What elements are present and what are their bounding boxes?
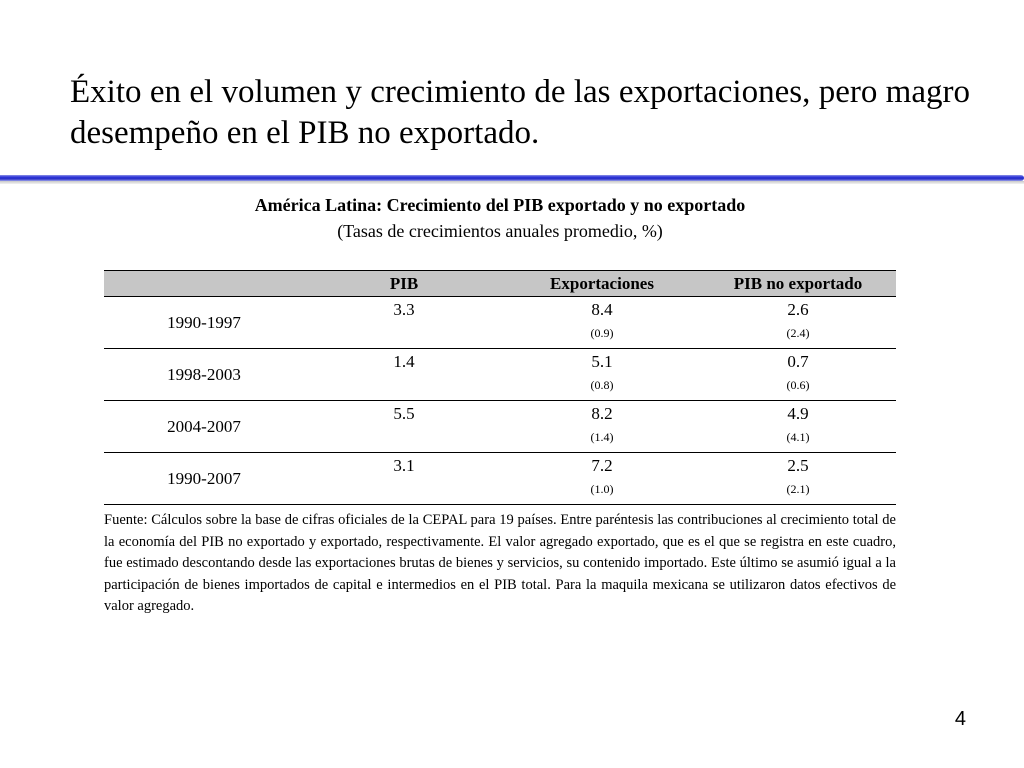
pib-cell <box>304 453 504 505</box>
table-header-row <box>104 271 896 297</box>
exportaciones-value: 8.2 <box>591 404 613 423</box>
header-pib-no-exportado: PIB no exportado <box>700 271 896 297</box>
pib-no-exportado-value: 2.5 <box>787 456 809 475</box>
pib-cell <box>304 297 504 349</box>
header-period <box>104 271 304 297</box>
header-exportaciones: Exportaciones <box>504 271 700 297</box>
header-pib: PIB <box>304 271 504 297</box>
period-cell: 2004-2007 <box>104 401 304 453</box>
table-body <box>104 297 896 505</box>
table-header <box>104 271 896 297</box>
pib-no-exportado-contribution: (2.4) <box>786 326 810 340</box>
table-row <box>104 297 896 349</box>
pib-no-exportado-cell <box>700 401 896 453</box>
table-row <box>104 453 896 505</box>
pib-no-exportado-value: 0.7 <box>787 352 809 371</box>
period-cell: 1990-2007 <box>104 453 304 505</box>
title-divider <box>0 174 1024 185</box>
exportaciones-contribution: (0.8) <box>590 378 614 392</box>
pib-cell <box>304 349 504 401</box>
source-note: Fuente: Cálculos sobre la base de cifras oficiales de la CEPAL para 19 países. Entre paréntesis las contribuciones al crecimiento total de la economía del PIB no exportado y exportado, respectivamente. El valor agregado exportado, que es el que se registra en este cuadro, fue estimado descontando desde las exportaciones brutas de bienes y servicios, su contenido importado. Este último se asumió igual a la participación de bienes importados de capital e intermedios en el PIB total. Para la maquila mexicana se utilizaron datos efectivos de valor agregado. <box>104 512 896 614</box>
growth-table <box>104 270 896 505</box>
table-row <box>104 401 896 453</box>
exportaciones-value: 5.1 <box>591 352 613 371</box>
pib-value: 5.5 <box>393 404 415 423</box>
pib-no-exportado-cell <box>700 297 896 349</box>
exportaciones-contribution: (0.9) <box>590 326 614 340</box>
pib-no-exportado-value: 4.9 <box>787 404 809 423</box>
exportaciones-cell <box>504 401 700 453</box>
pib-no-exportado-cell <box>700 349 896 401</box>
period-cell: 1990-1997 <box>104 297 304 349</box>
exportaciones-cell <box>504 297 700 349</box>
pib-cell <box>304 401 504 453</box>
pib-no-exportado-value: 2.6 <box>787 300 809 319</box>
exportaciones-cell <box>504 349 700 401</box>
exportaciones-value: 7.2 <box>591 456 613 475</box>
table-row <box>104 349 896 401</box>
table-title: América Latina: Crecimiento del PIB exportado y no exportado <box>254 195 746 215</box>
slide-title: Éxito en el volumen y crecimiento de las exportaciones, pero magro desempeño en el PIB no exportado. <box>70 74 970 151</box>
pib-no-exportado-cell <box>700 453 896 505</box>
pib-value: 3.1 <box>393 456 415 475</box>
pib-no-exportado-contribution: (2.1) <box>786 482 810 496</box>
exportaciones-cell <box>504 453 700 505</box>
exportaciones-contribution: (1.4) <box>590 430 614 444</box>
pib-no-exportado-contribution: (4.1) <box>786 430 810 444</box>
page-number: 4 <box>954 708 966 730</box>
exportaciones-value: 8.4 <box>591 300 613 319</box>
table-subtitle: (Tasas de crecimientos anuales promedio, %) <box>337 221 663 241</box>
pib-value: 3.3 <box>393 300 415 319</box>
title-divider-shadow <box>0 181 1024 184</box>
pib-value: 1.4 <box>393 352 415 371</box>
period-cell: 1998-2003 <box>104 349 304 401</box>
exportaciones-contribution: (1.0) <box>590 482 614 496</box>
pib-no-exportado-contribution: (0.6) <box>786 378 810 392</box>
